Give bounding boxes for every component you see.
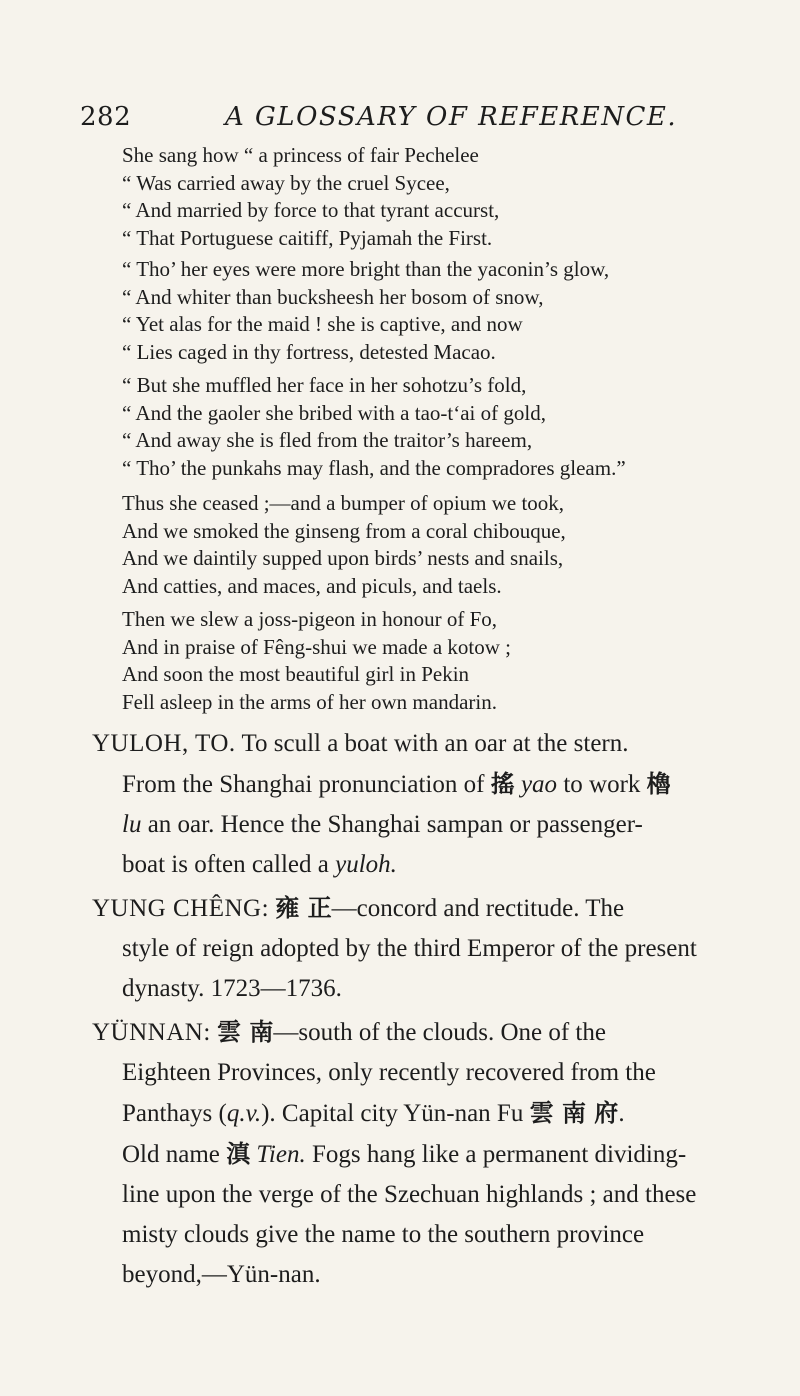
entry-line <box>92 1012 772 1053</box>
entry-line: line upon the verge of the Szechuan highlands ; and these <box>122 1181 697 1208</box>
poem-line: And catties, and maces, and piculs, and taels. <box>122 573 502 598</box>
entry-text: an oar. Hence the Shanghai sampan or passenger- <box>141 811 643 838</box>
chinese-characters: 雲 南 府 <box>529 1099 619 1127</box>
entry-line <box>92 1093 772 1134</box>
entry-text: . <box>618 1100 625 1127</box>
entry-line: Eighteen Provinces, only recently recovered from the <box>122 1059 656 1086</box>
entry-text: Old name <box>122 1141 227 1168</box>
entry-line <box>92 805 772 845</box>
entry-line: misty clouds give the name to the southern province <box>122 1221 645 1248</box>
chinese-characters: 櫓 <box>646 770 671 798</box>
poem-line: And we daintily supped upon birds’ nests and snails, <box>122 546 564 570</box>
poem-line: “ Tho’ her eyes were more bright than the yaconin’s glow, <box>122 257 610 281</box>
romanization: yao <box>520 771 558 798</box>
entry-line <box>92 845 772 885</box>
poem-line: “ Yet alas for the maid ! she is captive, and now <box>122 312 523 336</box>
glossary-entry-yuloh <box>92 724 772 885</box>
poem-line: “ That Portuguese caitiff, Pyjamah the First. <box>122 225 493 250</box>
poem-line: “ And the gaoler she bribed with a tao-t‘ai of gold, <box>122 400 546 425</box>
poem-line: “ But she muffled her face in her sohotzu’s fold, <box>122 373 527 397</box>
poem-line: “ Lies caged in thy fortress, detested Macao. <box>122 339 496 364</box>
poem-line: Then we slew a joss-pigeon in honour of Fo, <box>122 607 498 631</box>
cross-reference: q.v. <box>226 1100 262 1127</box>
entry-headword: YUNG CHÊNG: <box>92 895 270 922</box>
entry-line: beyond,—Yün-nan. <box>122 1261 321 1288</box>
page-header <box>80 102 760 142</box>
entry-line <box>92 888 772 929</box>
poem-stanza <box>122 142 772 252</box>
poem-stanza <box>122 372 772 482</box>
poem-line: “ And away she is fled from the traitor’s hareem, <box>122 428 533 452</box>
entry-text: —concord and rectitude. The <box>331 895 625 922</box>
poem-line: And soon the most beautiful girl in Pekin <box>122 662 470 686</box>
entry-text: to work <box>557 771 647 798</box>
poem-line: “ And whiter than bucksheesh her bosom of snow, <box>122 284 544 309</box>
entry-line: dynasty. 1723—1736. <box>122 975 342 1002</box>
entry-headword: YÜNNAN: <box>92 1019 211 1046</box>
entry-text: —south of the clouds. One of the <box>273 1019 606 1046</box>
poem-line: Fell asleep in the arms of her own mandarin. <box>122 689 497 714</box>
entry-line: style of reign adopted by the third Emperor of the present <box>122 935 697 962</box>
entry-text: To scull a boat with an oar at the stern. <box>235 730 629 757</box>
entry-line <box>92 764 772 805</box>
poem-line: And we smoked the ginseng from a coral chibouque, <box>122 518 566 543</box>
poem-stanza <box>122 606 772 716</box>
poem-stanza <box>122 490 772 600</box>
poem-line: “ Was carried away by the cruel Sycee, <box>122 170 450 195</box>
chinese-characters: 雍 正 <box>275 894 332 922</box>
chinese-characters: 搖 <box>490 770 515 798</box>
italic-term: yuloh. <box>335 851 397 878</box>
romanization: Tien. <box>256 1141 306 1168</box>
poem-line: She sang how “ a princess of fair Pechelee <box>122 143 479 167</box>
poem-stanza <box>122 256 772 366</box>
poem-line: And in praise of Fêng-shui we made a kotow ; <box>122 634 512 659</box>
entry-text: ). Capital city Yün-nan Fu <box>261 1100 530 1127</box>
entry-line <box>92 1134 772 1175</box>
entry-text: Fogs hang like a permanent dividing- <box>305 1141 687 1168</box>
chinese-characters: 雲 南 <box>217 1018 274 1046</box>
entry-text: Panthays ( <box>122 1100 227 1127</box>
entry-line <box>92 724 772 764</box>
entry-headword: YULOH, TO. <box>92 730 236 757</box>
glossary-entry-yung-cheng <box>92 888 772 1009</box>
poem-line: “ Tho’ the punkahs may flash, and the compradores gleam.” <box>122 455 626 480</box>
entry-text: From the Shanghai pronunciation of <box>122 771 491 798</box>
entry-text: boat is often called a <box>122 851 336 878</box>
romanization: lu <box>122 811 142 838</box>
page-number: 282 <box>80 102 132 132</box>
poem-line: Thus she ceased ;—and a bumper of opium we took, <box>122 491 565 515</box>
poem-line: “ And married by force to that tyrant accurst, <box>122 198 500 222</box>
running-title: A GLOSSARY OF REFERENCE. <box>225 102 678 132</box>
glossary-entry-yunnan <box>92 1012 772 1295</box>
chinese-characters: 滇 <box>226 1140 251 1168</box>
